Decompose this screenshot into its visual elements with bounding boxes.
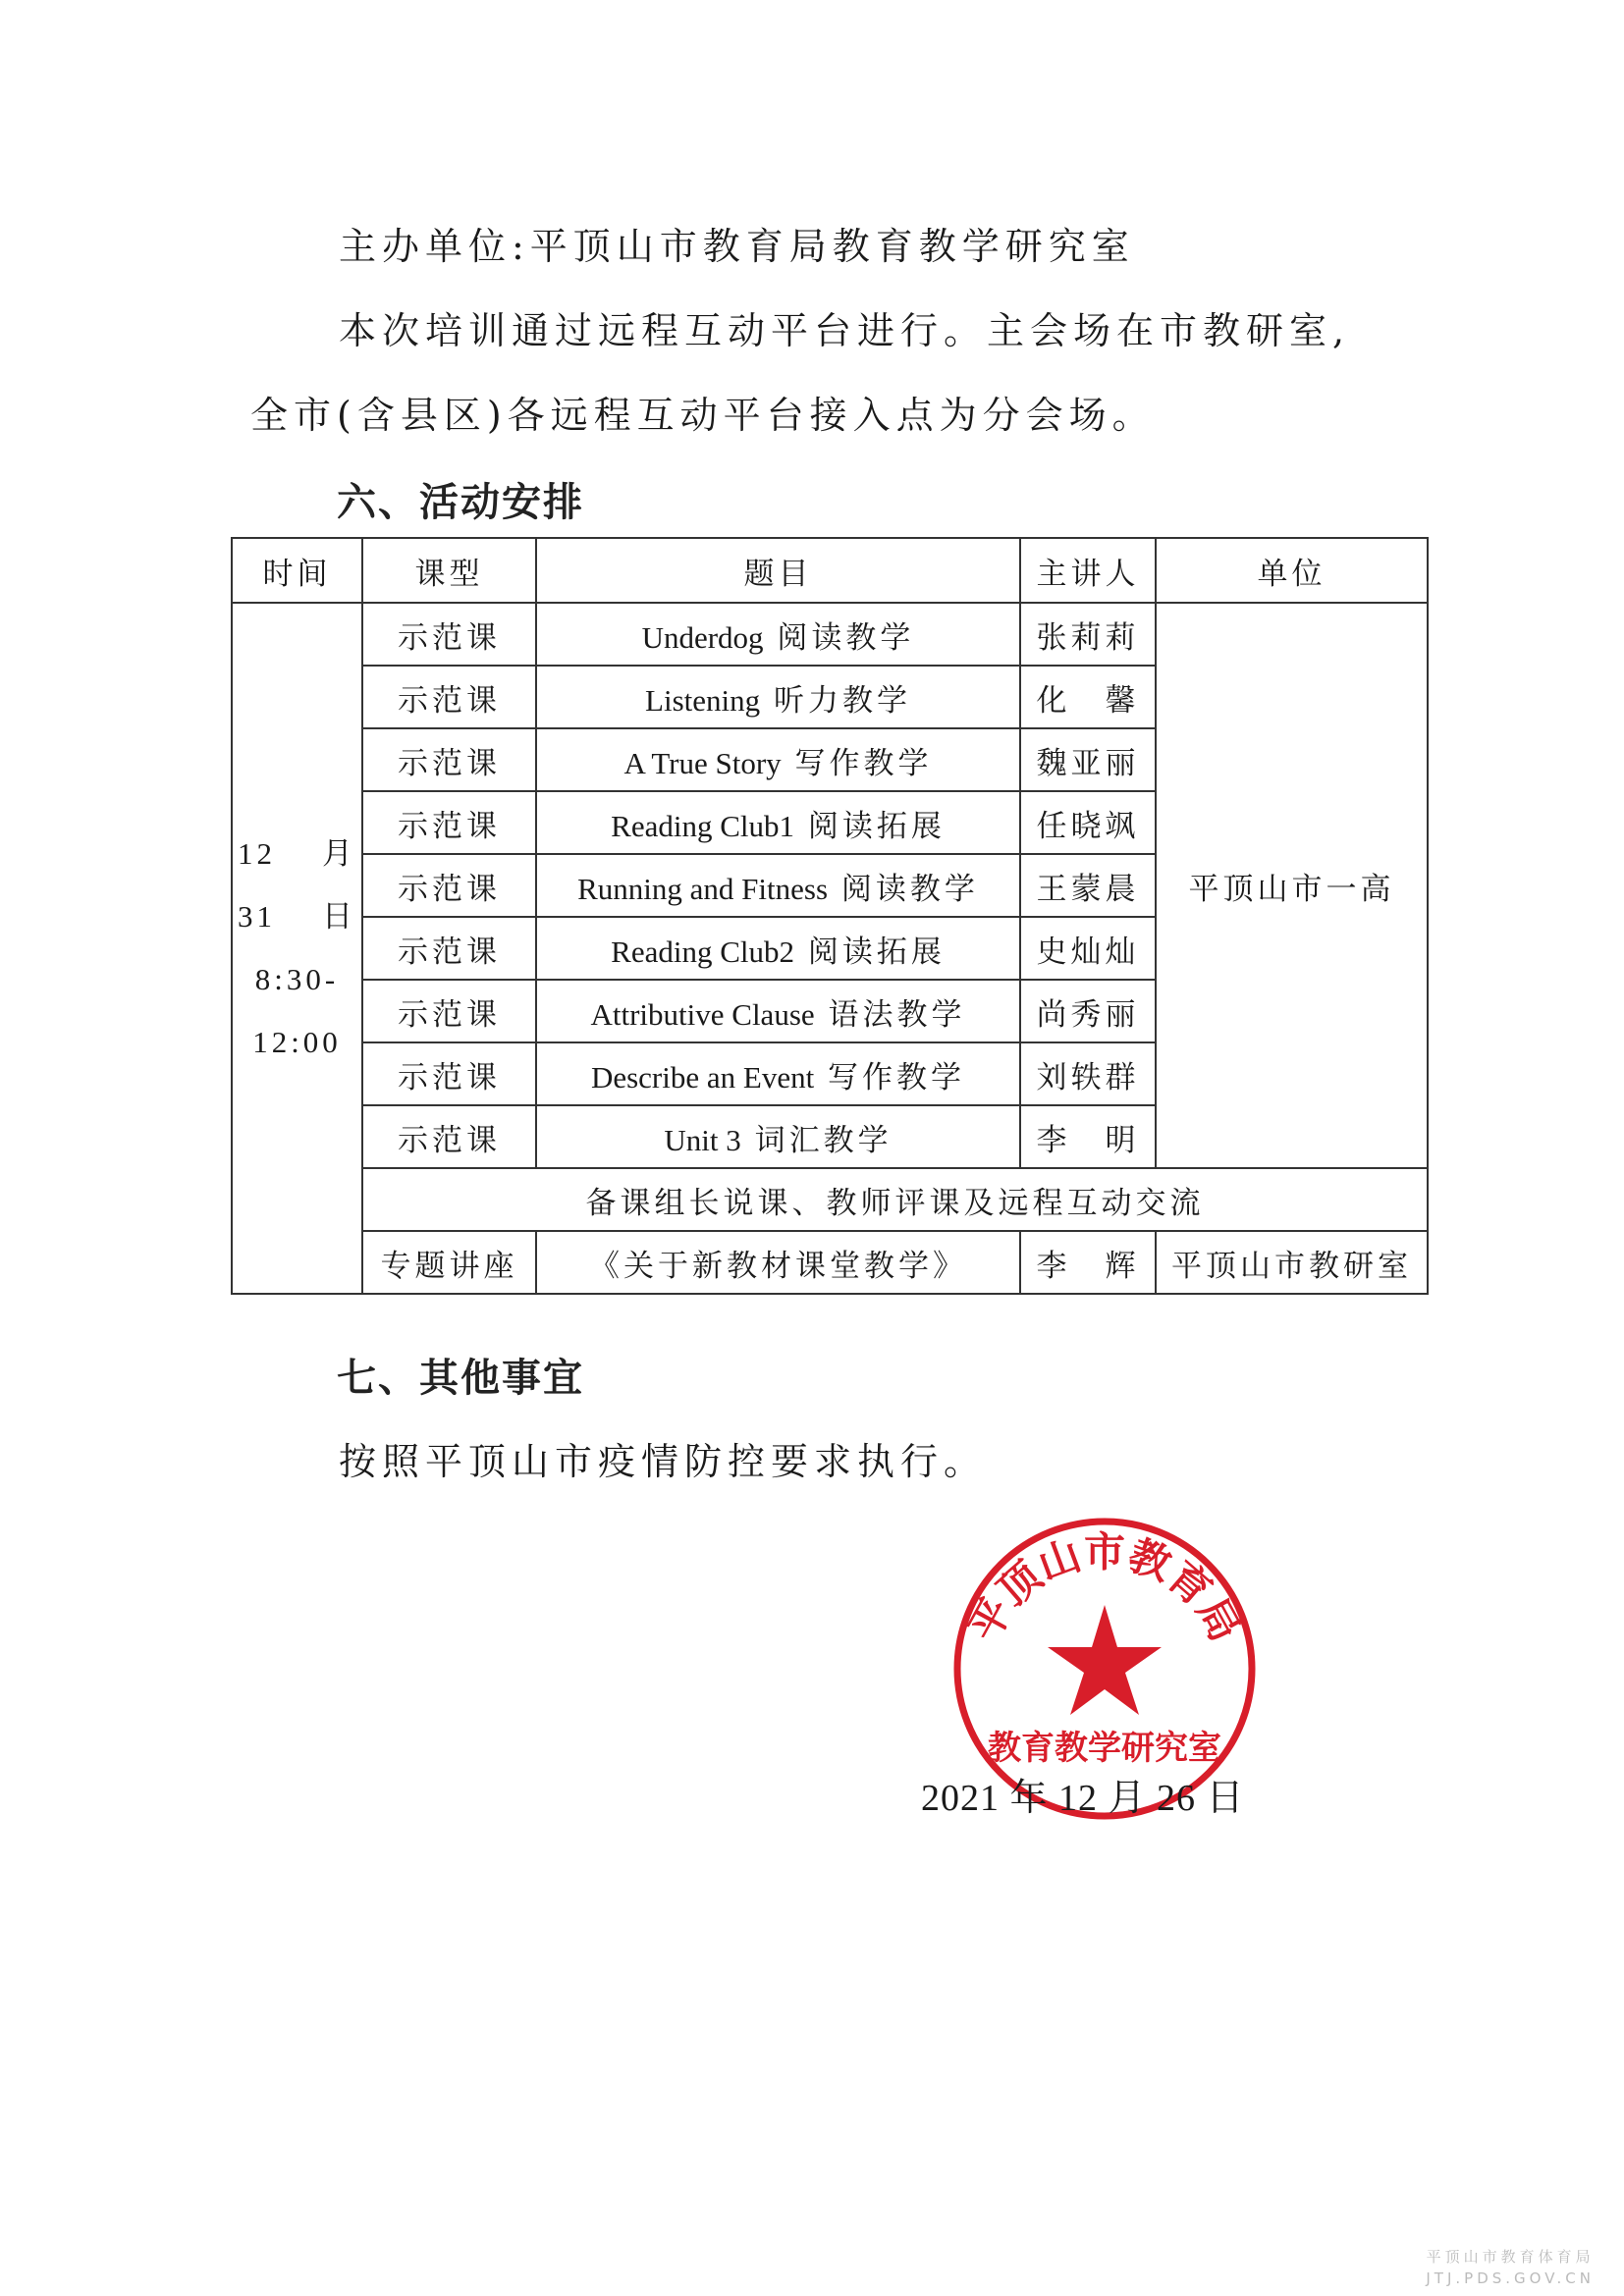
lecture-row xyxy=(232,1231,1428,1294)
type-cell: 示范课 xyxy=(362,603,536,666)
title-en: Unit 3 xyxy=(664,1122,741,1157)
intro-paragraph-line1: 本次培训通过远程互动平台进行。主会场在市教研室, xyxy=(339,309,1351,352)
title-cell xyxy=(536,791,1020,854)
title-cn: 阅读教学 xyxy=(777,619,915,656)
type-cell: 示范课 xyxy=(362,1042,536,1105)
time-cell xyxy=(232,603,362,1294)
speaker-cell: 李 明 xyxy=(1020,1105,1156,1168)
speaker-cell: 尚秀丽 xyxy=(1020,980,1156,1042)
type-cell: 示范课 xyxy=(362,666,536,728)
intro-paragraph-line2: 全市(含县区)各远程互动平台接入点为分会场。 xyxy=(250,394,1156,437)
unit-cell: 平顶山市一高 xyxy=(1156,603,1428,1168)
organizer-line: 主办单位:平顶山市教育局教育教学研究室 xyxy=(339,225,1135,268)
title-cell xyxy=(536,1105,1020,1168)
speaker-cell: 张莉莉 xyxy=(1020,603,1156,666)
type-cell: 示范课 xyxy=(362,791,536,854)
speaker-cell: 任晓飒 xyxy=(1020,791,1156,854)
table-header-row xyxy=(232,538,1428,603)
type-cell: 示范课 xyxy=(362,980,536,1042)
time-end: 12:00 xyxy=(252,1025,342,1059)
title-en: Reading Club2 xyxy=(611,934,794,969)
title-en: Listening xyxy=(645,682,761,718)
section-7-heading: 七、其他事宜 xyxy=(337,1356,584,1401)
speaker-cell: 李 辉 xyxy=(1020,1231,1156,1294)
title-en: Reading Club1 xyxy=(611,808,794,843)
title-cell xyxy=(536,917,1020,980)
title-cn: 语法教学 xyxy=(828,996,966,1033)
speaker-cell: 化 馨 xyxy=(1020,666,1156,728)
speaker-cell: 魏亚丽 xyxy=(1020,728,1156,791)
title-cell xyxy=(536,666,1020,728)
title-cn: 阅读教学 xyxy=(840,871,979,907)
title-en: Running and Fitness xyxy=(577,871,829,906)
type-cell: 专题讲座 xyxy=(362,1231,536,1294)
speaker-cell: 王蒙晨 xyxy=(1020,854,1156,917)
section-6-heading: 六、活动安排 xyxy=(337,480,584,525)
time-date-month: 12 月 xyxy=(238,836,356,871)
speaker-cell: 刘轶群 xyxy=(1020,1042,1156,1105)
title-cn: 阅读拓展 xyxy=(807,808,946,844)
title-cn: 词汇教学 xyxy=(754,1122,893,1158)
type-cell: 示范课 xyxy=(362,1105,536,1168)
speaker-cell: 史灿灿 xyxy=(1020,917,1156,980)
watermark-url: JTJ.PDS.GOV.CN xyxy=(1426,2269,1595,2287)
time-date-day: 31 日 xyxy=(238,899,356,934)
seal-bottom-text: 教育教学研究室 xyxy=(988,1729,1221,1768)
title-cell xyxy=(536,1042,1020,1105)
title-cn: 阅读拓展 xyxy=(807,934,946,970)
header-title: 题目 xyxy=(536,538,1020,603)
discussion-cell: 备课组长说课、教师评课及远程互动交流 xyxy=(362,1168,1428,1231)
header-time: 时间 xyxy=(232,538,362,603)
watermark xyxy=(1426,2246,1595,2289)
type-cell: 示范课 xyxy=(362,728,536,791)
time-start: 8:30- xyxy=(254,962,340,996)
type-cell: 示范课 xyxy=(362,854,536,917)
unit-cell: 平顶山市教研室 xyxy=(1156,1231,1428,1294)
header-type: 课型 xyxy=(362,538,536,603)
activity-schedule-table xyxy=(231,537,1429,1295)
title-cn: 听力教学 xyxy=(773,682,911,719)
title-cell xyxy=(536,728,1020,791)
title-cell xyxy=(536,980,1020,1042)
title-cell xyxy=(536,854,1020,917)
title-en: Underdog xyxy=(641,619,764,655)
title-cell: 《关于新教材课堂教学》 xyxy=(536,1231,1020,1294)
title-en: Describe an Event xyxy=(590,1059,815,1095)
title-cell xyxy=(536,603,1020,666)
title-cn: 写作教学 xyxy=(794,745,933,781)
title-cn: 写作教学 xyxy=(828,1059,966,1095)
header-unit: 单位 xyxy=(1156,538,1428,603)
discussion-row xyxy=(232,1168,1428,1231)
type-cell: 示范课 xyxy=(362,917,536,980)
signature-date: 2021 年 12 月 26 日 xyxy=(921,1778,1245,1819)
title-en: A True Story xyxy=(623,745,782,780)
watermark-org: 平顶山市教育体育局 xyxy=(1426,2248,1595,2266)
header-speaker: 主讲人 xyxy=(1020,538,1156,603)
table-row xyxy=(232,603,1428,666)
section-7-body: 按照平顶山市疫情防控要求执行。 xyxy=(339,1440,988,1483)
title-en: Attributive Clause xyxy=(590,996,815,1032)
seal-top-text: 平顶山市教育局 xyxy=(959,1527,1250,1650)
